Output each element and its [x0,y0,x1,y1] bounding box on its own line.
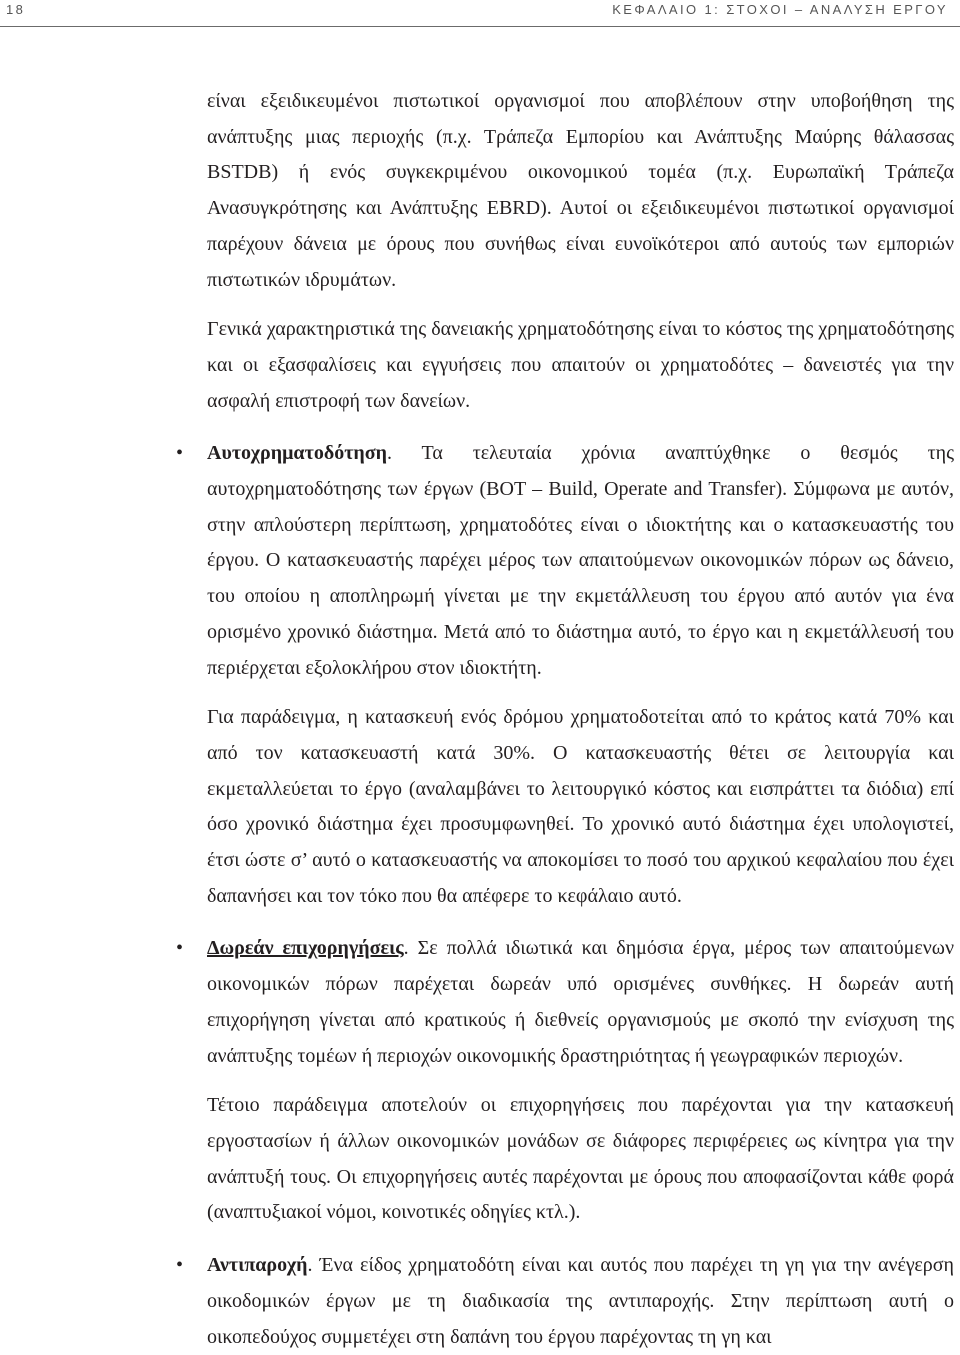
bullet-term: Αυτοχρηματοδότηση [207,442,388,465]
bullet-term: Δωρεάν επιχορηγήσεις [207,937,404,960]
running-header [0,0,960,27]
bullet-icon: • [176,442,184,465]
page-number: 18 [6,2,26,17]
bullet-paragraph [207,436,954,686]
bullet-term: Αντιπαροχή [207,1254,308,1277]
chapter-running-title: ΚΕΦΑΛΑΙΟ 1: ΣΤΟΧΟΙ – ΑΝΑΛΥΣΗ ΕΡΓΟΥ [612,2,948,17]
bullet-example-paragraph: Τέτοιο παράδειγμα αποτελούν οι επιχορηγήσεις που παρέχονται για την κατασκευή εργοστασίων ή άλλων οικονομικών μονάδων σε διάφορες περιφέρειες ως κίνητρα για την ανάπτυξή τους. Οι επιχορηγήσεις αυτές παρέχονται με όρους που αποφασίζονται κάθε φορά (αναπτυξιακοί νόμοι, κοινοτικές οδηγίες κτλ.). [207,1094,954,1224]
intro-paragraph-characteristics: Γενικά χαρακτηριστικά της δανειακής χρηματοδότησης είναι το κόστος της χρηματοδότησης και οι εξασφαλίσεις και εγγυήσεις που απαιτούν οι χρηματοδότες – δανειστές για την ασφαλή επιστροφή των δανείων. [207,318,954,412]
bullet-item-antiparochi [176,1248,954,1355]
bullet-icon: • [176,1254,184,1277]
bullet-text: . Ένα είδος χρηματοδότη είναι και αυτός που παρέχει τη γη για την ανέγερση οικοδομικών έργων με τη διαδικασία της αντιπαροχής. Στην περίπτωση αυτή ο οικοπεδούχος συμμετέχει στη δαπάνη του έργου παρέχοντας τη γη και [207,1254,954,1348]
page-body [176,84,954,1355]
bullet-icon: • [176,937,184,960]
bullet-paragraph [207,1248,954,1355]
bullet-text: . Σε πολλά ιδιωτικά και δημόσια έργα, μέρος των απαιτούμενων οικονομικών πόρων παρέχεται δωρεάν υπό ορισμένες συνθήκες. Η δωρεάν αυτή επιχορήγηση γίνεται από κρατικούς ή διεθνείς οργανισμούς με σκοπό την ενίσχυση της ανάπτυξης τομέων ή περιοχών οικονομικής δραστηριότητας ή γεωγραφικών περιοχών. [207,937,954,1067]
bullet-item-self-financing [176,436,954,914]
bullet-text: . Τα τελευταία χρόνια αναπτύχθηκε ο θεσμός της αυτοχρηματοδότησης των έργων (BOT – Build, Operate and Transfer). Σύμφωνα με αυτόν, στην απλούστερη περίπτωση, χρηματοδότες είναι ο ιδιοκτήτης και ο κατασκευαστής του έργου. Ο κατασκευαστής παρέχει μέρος των απαιτούμενων οικονομικών πόρων ως δάνειο, του οποίου η αποπληρωμή γίνεται με την εκμετάλλευση του έργου από αυτόν για ένα ορισμένο χρονικό διάστημα. Μετά από το διάστημα αυτό, το έργο και η εκμετάλλευσή του περιέρχεται εξολοκλήρου στον ιδιοκτήτη. [207,442,954,679]
intro-paragraph: είναι εξειδικευμένοι πιστωτικοί οργανισμοί που αποβλέπουν στην υποβοήθηση της ανάπτυξης μιας περιοχής (π.χ. Τράπεζα Εμπορίου και Ανάπτυξης Μαύρης θάλασσας BSTDB) ή ενός συγκεκριμένου οικονομικού τομέα (π.χ. Ευρωπαϊκή Τράπεζα Ανασυγκρότησης και Ανάπτυξης EBRD). Αυτοί οι εξειδικευμένοι πιστωτικοί οργανισμοί παρέχουν δάνεια με όρους που συνήθως είναι ευνοϊκότεροι από αυτούς των εμποριών πιστωτικών ιδρυμάτων. [207,90,954,291]
bullet-item-free-grants [176,931,954,1231]
bullet-paragraph [207,931,954,1074]
bullet-example-paragraph: Για παράδειγμα, η κατασκευή ενός δρόμου χρηματοδοτείται από το κράτος κατά 70% και από τον κατασκευαστή κατά 30%. Ο κατασκευαστής θέτει σε λειτουργία και εκμεταλλεύεται το έργο (αναλαμβάνει το λειτουργικό κόστος και εισπράττει τα διόδια) επί όσο χρονικό διάστημα έχει προσυμφωνηθεί. Το χρονικό αυτό διάστημα έχει υπολογιστεί, έτσι ώστε σ’ αυτό ο κατασκευαστής να αποκομίσει το ποσό του αρχικού κεφαλαίου που έχει δαπανήσει και τον τόκο που θα απέφερε το κεφάλαιο αυτό. [207,706,954,907]
